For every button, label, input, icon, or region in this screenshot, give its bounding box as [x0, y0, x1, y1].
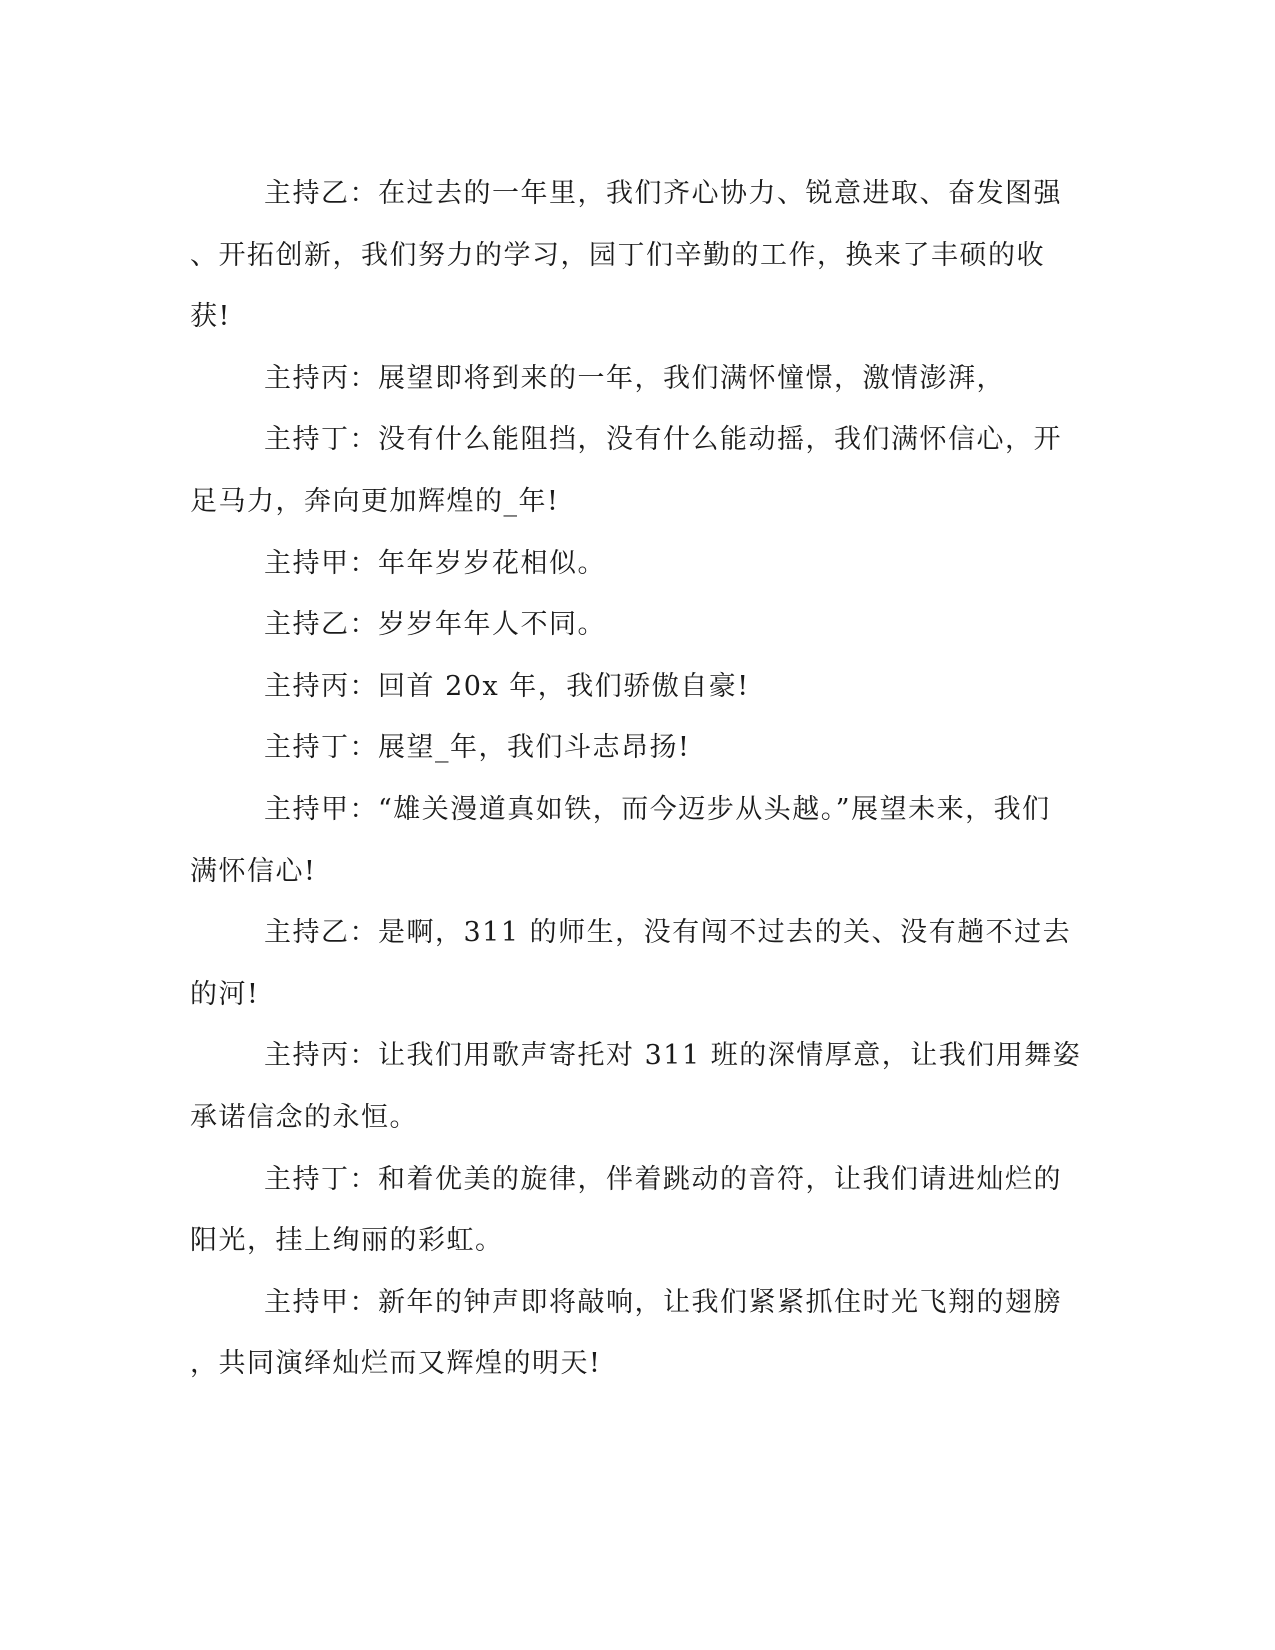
document-body: [190, 163, 1085, 1395]
text-line: 承诺信念的永恒。: [190, 1101, 418, 1133]
text-line: 主持乙：是啊，311 的师生，没有闯不过去的关、没有趟不过去: [264, 917, 1072, 949]
text-line: 主持乙：岁岁年年人不同。: [264, 609, 606, 641]
text-line: 主持乙：在过去的一年里，我们齐心协力、锐意进取、奋发图强: [264, 178, 1062, 209]
text-line: 主持丁：和着优美的旋律，伴着跳动的音符，让我们请进灿烂的: [264, 1163, 1062, 1195]
text-line: 主持丙：展望即将到来的一年，我们满怀憧憬，激情澎湃，: [264, 362, 1005, 394]
text-line: 获!: [190, 301, 231, 333]
text-line: 主持丙：让我们用歌声寄托对 311 班的深情厚意，让我们用舞姿: [264, 1040, 1082, 1072]
text-line: 的河!: [190, 978, 260, 1010]
text-line: 主持丁：没有什么能阻挡，没有什么能动摇，我们满怀信心，开: [264, 424, 1062, 456]
text-line: 足马力，奔向更加辉煌的_年!: [190, 485, 560, 517]
text-line: 主持甲：年年岁岁花相似。: [264, 547, 606, 579]
text-line: 主持丁：展望_年，我们斗志昂扬!: [264, 732, 691, 764]
text-line: ，共同演绎灿烂而又辉煌的明天!: [190, 1348, 602, 1380]
text-line: 阳光，挂上绚丽的彩虹。: [190, 1225, 504, 1257]
text-line: 满怀信心!: [190, 855, 317, 887]
text-line: 主持丙：回首 20x 年，我们骄傲自豪!: [264, 670, 750, 702]
text-line: 主持甲：新年的钟声即将敲响，让我们紧紧抓住时光飞翔的翅膀: [264, 1286, 1062, 1318]
text-line: 主持甲：“雄关漫道真如铁，而今迈步从头越。”展望未来，我们: [264, 793, 1051, 825]
text-line: 、开拓创新，我们努力的学习，园丁们辛勤的工作，换来了丰硕的收: [190, 239, 1045, 271]
